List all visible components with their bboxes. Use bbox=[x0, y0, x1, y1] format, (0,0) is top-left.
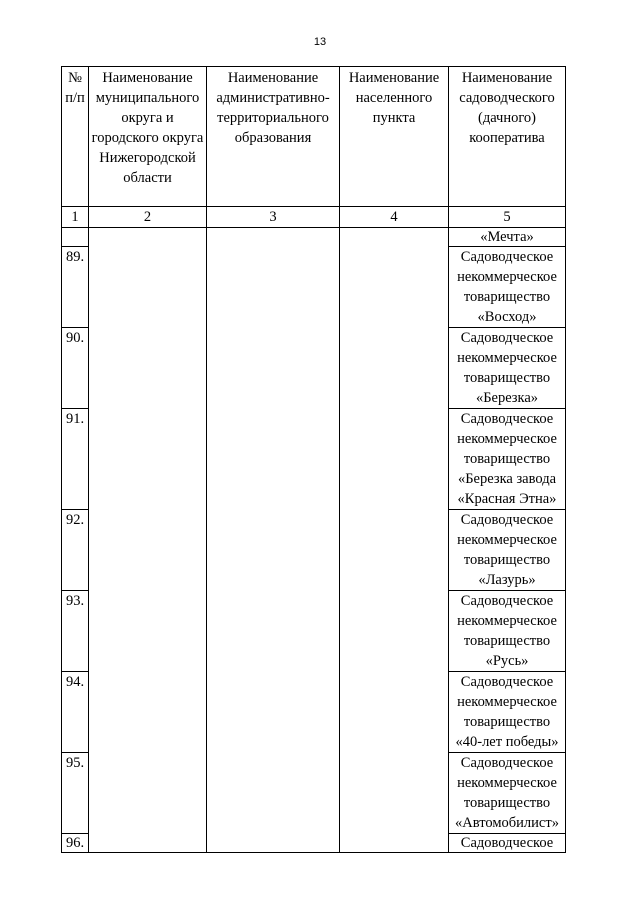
cooperative-name-cell: Садоводческое некоммерческое товарищество «Автомобилист» bbox=[449, 753, 566, 834]
table-header-row bbox=[62, 67, 566, 207]
cooperative-name-cell: Садоводческое некоммерческое товарищество «Русь» bbox=[449, 591, 566, 672]
row-number: 96. bbox=[62, 834, 89, 853]
row-number: 91. bbox=[62, 409, 89, 510]
cooperative-name-cell: Садоводческое некоммерческое товарищество «Березка завода «Красная Этна» bbox=[449, 409, 566, 510]
cooperative-name-cell: Садоводческое bbox=[449, 834, 566, 853]
municipal-district-cell bbox=[89, 228, 207, 853]
column-number: 5 bbox=[449, 207, 566, 228]
row-number: 90. bbox=[62, 328, 89, 409]
administrative-unit-cell bbox=[207, 228, 340, 853]
cooperative-name-cell: «Мечта» bbox=[449, 228, 566, 247]
row-number: 92. bbox=[62, 510, 89, 591]
cooperatives-table bbox=[61, 66, 566, 853]
cooperative-name-cell: Садоводческое некоммерческое товарищество «40-лет победы» bbox=[449, 672, 566, 753]
header-municipal-district: Наименование муниципального округа и городского округа Нижегородской области bbox=[89, 67, 207, 207]
header-settlement: Наименование населенного пункта bbox=[340, 67, 449, 207]
continuation-row bbox=[62, 228, 566, 247]
settlement-cell bbox=[340, 228, 449, 853]
column-number: 1 bbox=[62, 207, 89, 228]
cooperative-name-cell: Садоводческое некоммерческое товарищество «Лазурь» bbox=[449, 510, 566, 591]
column-number: 4 bbox=[340, 207, 449, 228]
column-number: 3 bbox=[207, 207, 340, 228]
cooperative-name-cell: Садоводческое некоммерческое товарищество «Березка» bbox=[449, 328, 566, 409]
row-number: 93. bbox=[62, 591, 89, 672]
column-numbers-row bbox=[62, 207, 566, 228]
column-number: 2 bbox=[89, 207, 207, 228]
header-administrative-unit: Наименование административно-территориального образования bbox=[207, 67, 340, 207]
row-number: 95. bbox=[62, 753, 89, 834]
header-number: № п/п bbox=[62, 67, 89, 207]
page-number: 13 bbox=[313, 36, 327, 48]
header-cooperative: Наименование садоводческого (дачного) кооператива bbox=[449, 67, 566, 207]
row-number: 94. bbox=[62, 672, 89, 753]
row-number: 89. bbox=[62, 247, 89, 328]
empty-cell bbox=[62, 228, 89, 247]
cooperative-name-cell: Садоводческое некоммерческое товарищество «Восход» bbox=[449, 247, 566, 328]
